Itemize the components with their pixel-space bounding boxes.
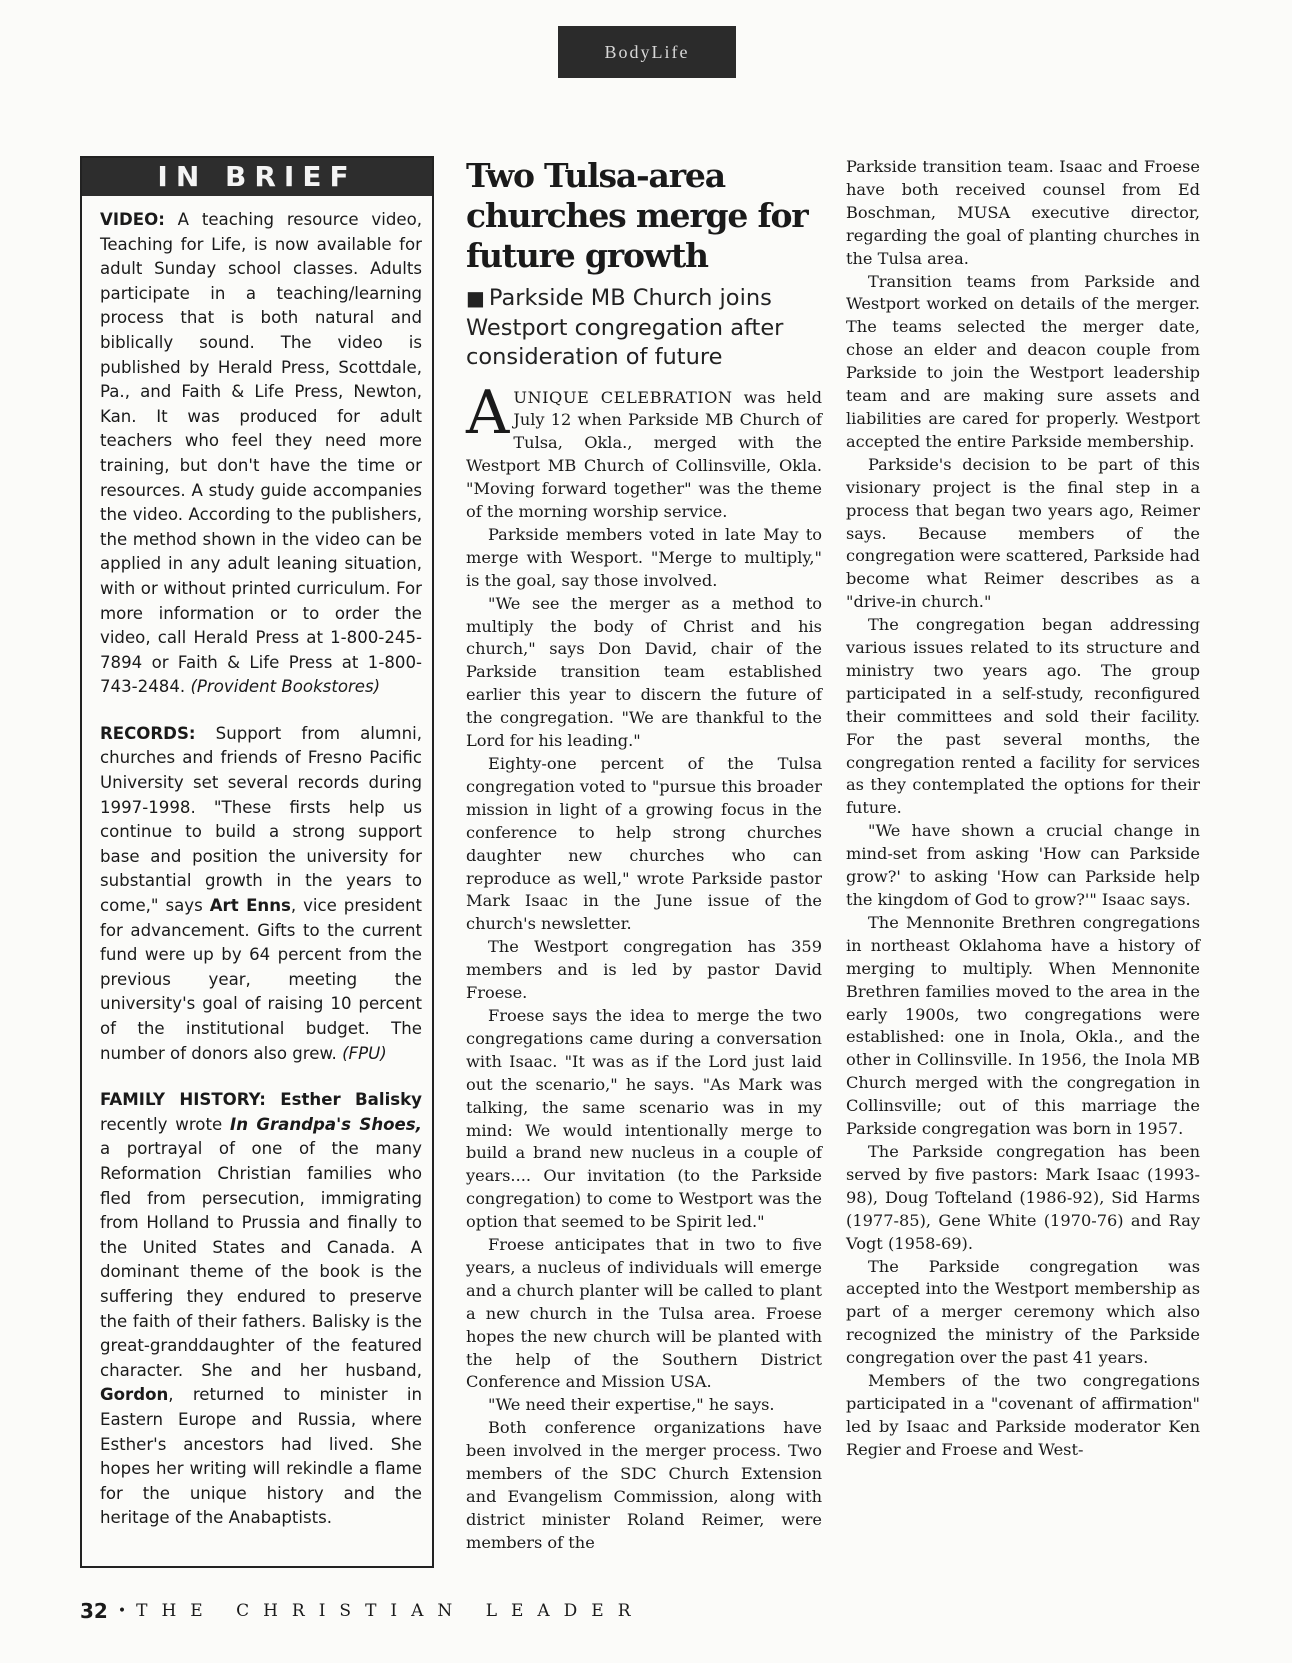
article-paragraph: Parkside's decision to be part of this visionary project is the final step in a process that began two years ago, Reimer says. Because members of the congregation were scattered, Parkside had become what Reimer describes as a "drive-in church." (846, 454, 1200, 612)
article-paragraph: The Mennonite Brethren congregations in northeast Oklahoma have a history of merging to multiply. When Mennonite Brethren families moved to the area in the early 1900s, two congregations were established: one in Inola, Okla., and the other in Collinsville. In 1956, the Inola MB Church merged with the congregation in Collinsville; out of this marriage the Parkside congregation was born in 1957. (846, 912, 1200, 1139)
article-paragraph: Froese anticipates that in two to five years, a nucleus of individuals will emerge and a church planter will be called to plant a new church in the Tulsa area. Froese hopes the new church will be planted with the help of the Southern District Conference and Mission USA. (466, 1235, 822, 1392)
in-brief-title: IN BRIEF (82, 158, 432, 196)
in-brief-box (80, 156, 434, 1568)
article-paragraph: "We need their expertise," he says. (488, 1395, 775, 1415)
article-column-1 (466, 156, 822, 1555)
article-headline: Two Tulsa-area churches merge for future growth (466, 156, 808, 275)
page-number: 32 (80, 1599, 108, 1623)
in-brief-body (82, 196, 432, 1531)
article-paragraph: Parkside members voted in late May to merge with Wesport. "Merge to multiply," is the goal, say those involved. (466, 524, 822, 590)
brief-item-video: VIDEO: A teaching resource video, Teaching for Life, is now available for adult Sunday school classes. Adults participate in a teaching/learning process that is both natural and biblically sound. The video is published by Herald Press, Scottdale, Pa., and Faith & Life Press, Newton, Kan. It was produced for adult teachers who feel they need more training, but don't have the time or resources. A study guide accompanies the video. According to the publishers, the method shown in the video can be applied in any adult leaning situation, with or without printed curriculum. For more information or to order the video, call Herald Press at 1-800-245-7894 or Faith & Life Press at 1-800-743-2484. (Provident Bookstores) (100, 210, 422, 697)
article-body-col2 (466, 377, 823, 1555)
article-paragraph: Eighty-one percent of the Tulsa congregation voted to "pursue this broader mission in light of a growing focus in the conference to help strong churches daughter new churches who can reproduce as well," wrote Parkside pastor Mark Isaac in the June issue of the church's newsletter. (466, 754, 822, 934)
drop-cap: A (466, 377, 510, 448)
article-paragraph: Froese says the idea to merge the two congregations came during a conversation with Isaac. "It was as if the Lord just laid out the scenario," he says. "As Mark was talking, the same scenario was in my mind: We would intentionally merge to build a brand new nucleus in a couple of years.... Our invitation (to the Parkside congregation) to come to Westport was the option that seemed to be Spirit led." (466, 1005, 822, 1232)
brief-item-records: RECORDS: Support from alumni, churches and friends of Fresno Pacific University set several records during 1997-1998. "These firsts help us continue to build a strong support base and position the university for substantial growth in the years to come," says Art Enns, vice president for advancement. Gifts to the current fund were up by 64 percent from the previous year, meeting the university's goal of raising 10 percent of the institutional budget. The number of donors also grew. (FPU) (100, 723, 423, 1063)
brief-item-family-history: FAMILY HISTORY: Esther Balisky recently wrote In Grandpa's Shoes, a portrayal of one of the many Reformation Christian families who fled from persecution, immigrating from Holland to Prussia and finally to the United States and Canada. A dominant theme of the book is the suffering they endured to preserve the faith of their fathers. Balisky is the great-granddaughter of the featured character. She and her husband, Gordon, returned to minister in Eastern Europe and Russia, where Esther's ancestors had lived. She hopes her writing will rekindle a flame for the unique history and the heritage of the Anabaptists. (100, 1090, 422, 1528)
publication-name: THE CHRISTIAN LEADER (136, 1601, 645, 1621)
article-body-col3 (846, 156, 1200, 1462)
article-lead-paragraph: AUNIQUE CELEBRATION was held July 12 when Parkside MB Church of Tulsa, Okla., merged with the Westport MB Church of Collinsville, Okla. "Moving forward together" was the theme of the morning worship service. (466, 377, 823, 522)
article-column-2 (846, 156, 1200, 1462)
article-paragraph: "We have shown a crucial change in mind-set from asking 'How can Parkside grow?' to asking 'How can Parkside help the kingdom of God to grow?'" Isaac says. (846, 821, 1200, 909)
square-bullet-icon: ■ (466, 286, 485, 310)
article-paragraph: The congregation began addressing various issues related to its structure and ministry two years ago. The group participated in a self-study, reconfigured their committees and sold their facility. For the past several months, the congregation rented a facility for services as they contemplated the options for their future. (846, 615, 1200, 818)
footer-bullet: • (117, 1603, 127, 1619)
article-paragraph: The Parkside congregation was accepted into the Westport membership as part of a merger ceremony which also recognized the ministry of the Parkside congregation over the past 41 years. (846, 1256, 1200, 1368)
section-tab: BodyLife (558, 26, 736, 78)
article-paragraph: "We see the merger as a method to multiply the body of Christ and his church," says Don David, chair of the Parkside transition team established earlier this year to discern the future of the congregation. "We are thankful to the Lord for his leading." (466, 593, 822, 751)
article-paragraph: Parkside transition team. Isaac and Froese have both received counsel from Ed Boschman, MUSA executive director, regarding the goal of planting churches in the Tulsa area. (846, 157, 1200, 268)
article-paragraph: Transition teams from Parkside and Westport worked on details of the merger. The teams selected the merger date, chose an elder and deacon couple from Parkside to join the Westport leadership team and are making sure assets and liabilities are cared for properly. Westport accepted the entire Parkside membership. (846, 271, 1200, 451)
article-paragraph: Both conference organizations have been involved in the merger process. Two members of the SDC Church Extension and Evangelism Commission, along with district minister Roland Reimer, were members of the (466, 1418, 822, 1552)
article-paragraph: The Westport congregation has 359 members and is led by pastor David Froese. (466, 937, 822, 1003)
article-deck: ■ Parkside MB Church joins Westport congregation after consideration of future (466, 285, 784, 370)
article-paragraph: The Parkside congregation has been served by five pastors: Mark Isaac (1993-98), Doug Tofteland (1986-92), Sid Harms (1977-85), Gene White (1970-76) and Ray Vogt (1958-69). (846, 1141, 1200, 1253)
page-footer (80, 1596, 780, 1626)
article-paragraph: Members of the two congregations participated in a "covenant of affirmation" led by Isaac and Parkside moderator Ken Regier and Froese and West- (846, 1371, 1200, 1459)
